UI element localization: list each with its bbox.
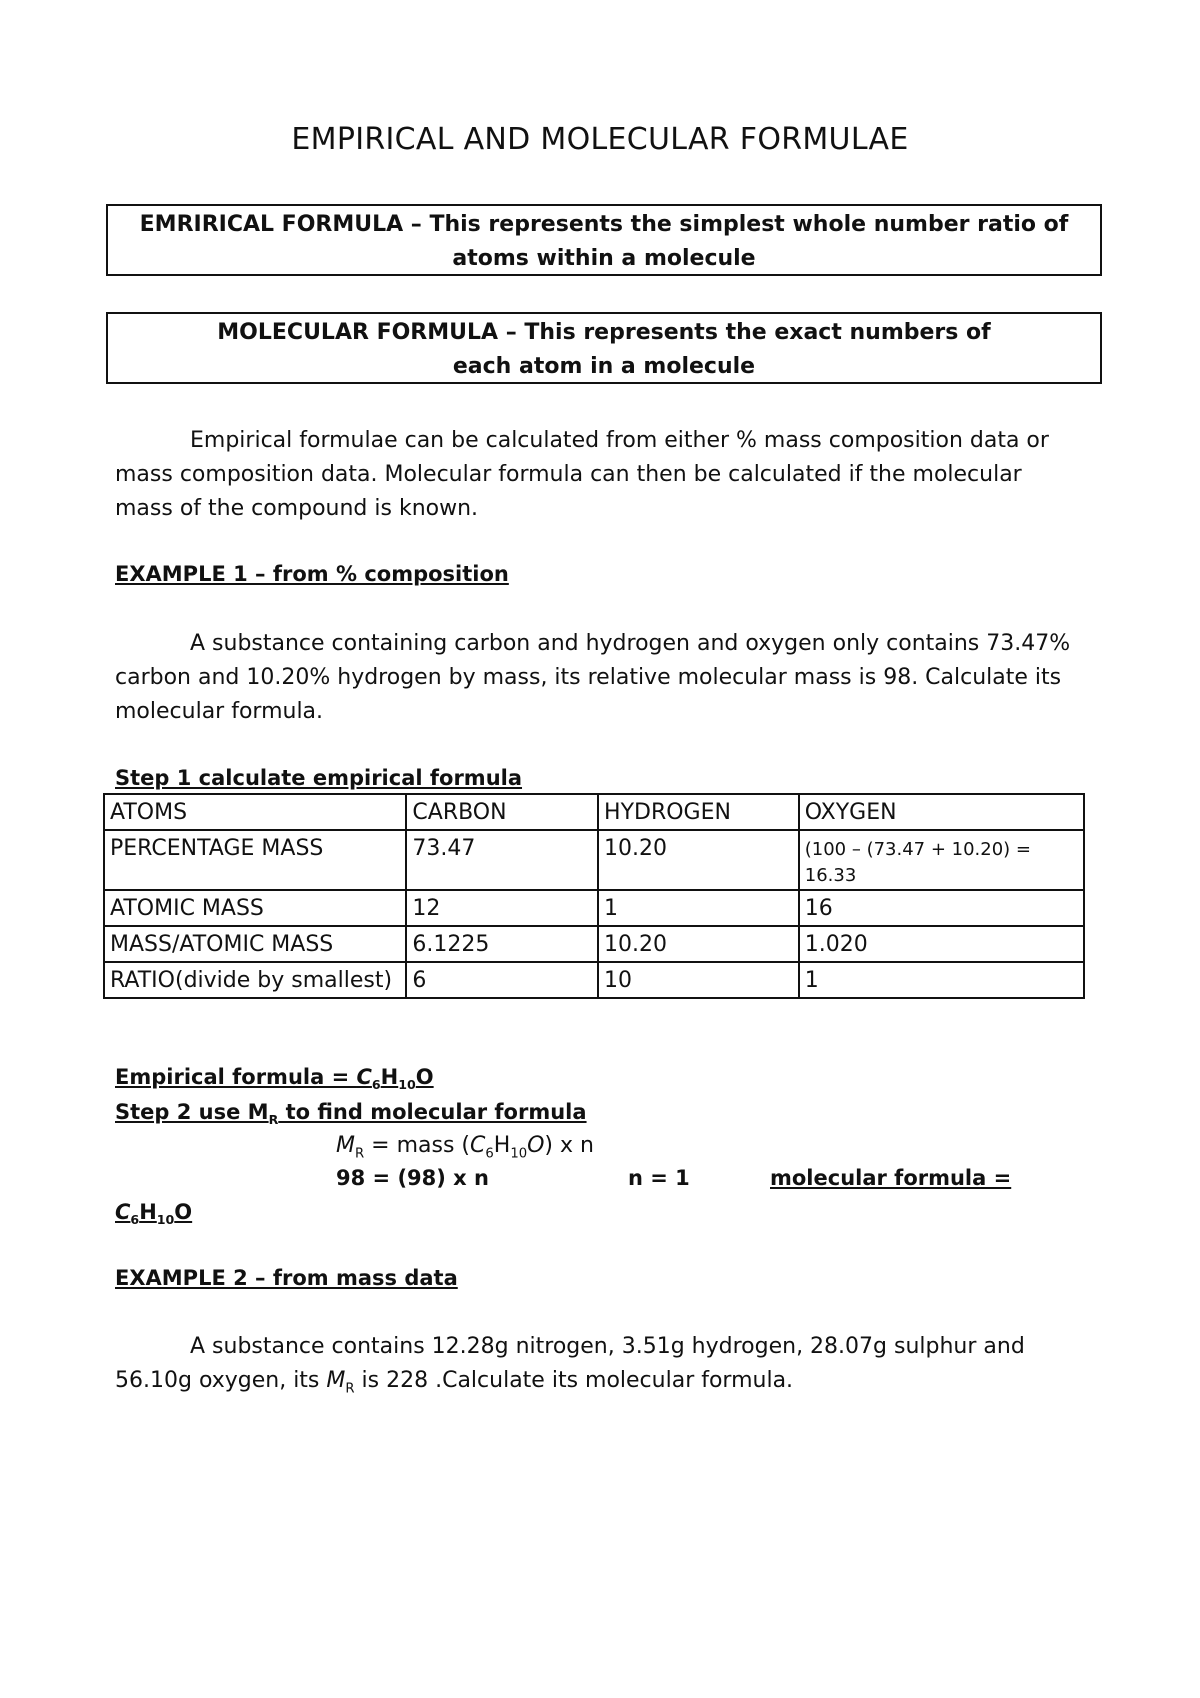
- table-cell: 73.47: [406, 830, 598, 890]
- mr-equation-mid: = mass (: [364, 1133, 470, 1158]
- example1-line1: A substance containing carbon and hydrogen and oxygen only contains 73.47%: [190, 631, 1071, 656]
- mr-sub: R: [345, 1381, 355, 1397]
- empirical-definition-line2: atoms within a molecule: [452, 246, 756, 271]
- table-cell: PERCENTAGE MASS: [104, 830, 406, 890]
- step2-prefix: Step 2 use M: [115, 1100, 269, 1124]
- mr-symbol: M: [336, 1133, 355, 1158]
- numeric-equation: 98 = (98) x n: [336, 1166, 489, 1190]
- formula-c-sub: 6: [485, 1146, 494, 1162]
- example2-heading: EXAMPLE 2 – from mass data: [115, 1266, 458, 1290]
- table-cell: 6.1225: [406, 926, 598, 962]
- intro-paragraph: [115, 424, 1075, 526]
- intro-line3: mass of the compound is known.: [115, 496, 479, 521]
- table-cell: 10.20: [598, 830, 799, 890]
- step2-suffix: to find molecular formula: [278, 1100, 587, 1124]
- table-header-row: [104, 794, 1084, 830]
- empirical-definition-box: [106, 204, 1102, 276]
- example2-line2-suffix: is 228 .Calculate its molecular formula.: [354, 1368, 794, 1393]
- empirical-calculation-table: [103, 793, 1085, 999]
- example2-paragraph: [115, 1330, 1075, 1406]
- table-cell: 1: [799, 962, 1084, 998]
- table-cell: RATIO(divide by smallest): [104, 962, 406, 998]
- molecular-definition-line2: each atom in a molecule: [452, 354, 756, 379]
- table-row: [104, 926, 1084, 962]
- table-cell: 1.020: [799, 926, 1084, 962]
- table-header-cell: CARBON: [406, 794, 598, 830]
- table-cell: (100 – (73.47 + 10.20) = 16.33: [799, 830, 1084, 890]
- formula-h-sub: 10: [510, 1146, 528, 1162]
- step1-heading: Step 1 calculate empirical formula: [115, 766, 523, 790]
- mr-equation: [336, 1133, 594, 1161]
- example2-line2: [115, 1364, 1075, 1406]
- molecular-formula-result: [115, 1200, 192, 1227]
- step2-heading: [115, 1100, 587, 1127]
- table-cell: 1: [598, 890, 799, 926]
- example1-line3: molecular formula.: [115, 699, 324, 724]
- molecular-definition-box: [106, 312, 1102, 384]
- table-cell: 6: [406, 962, 598, 998]
- step2-sub: R: [268, 1112, 279, 1128]
- formula-c: C: [356, 1065, 372, 1089]
- table-cell: ATOMIC MASS: [104, 890, 406, 926]
- table-cell: MASS/ATOMIC MASS: [104, 926, 406, 962]
- formula-o: O: [174, 1200, 193, 1224]
- intro-line1: Empirical formulae can be calculated from either % mass composition data or: [190, 428, 1049, 453]
- formula-h: H: [139, 1200, 157, 1224]
- intro-line2: mass composition data. Molecular formula can then be calculated if the molecular: [115, 462, 1022, 487]
- formula-h: H: [493, 1133, 511, 1158]
- formula-c-sub: 6: [371, 1077, 381, 1093]
- example1-heading: EXAMPLE 1 – from % composition: [115, 562, 509, 586]
- example1-paragraph: [115, 627, 1075, 729]
- empirical-definition-line1: EMRIRICAL FORMULA – This represents the simplest whole number ratio of: [139, 212, 1069, 237]
- mr-symbol: M: [326, 1368, 346, 1393]
- table-cell: 12: [406, 890, 598, 926]
- formula-h-sub: 10: [156, 1212, 175, 1228]
- table-cell: 16: [799, 890, 1084, 926]
- page-title: EMPIRICAL AND MOLECULAR FORMULAE: [291, 122, 909, 157]
- example2-line2-prefix: 56.10g oxygen, its: [115, 1368, 327, 1393]
- table-cell: 10.20: [598, 926, 799, 962]
- example2-line1: A substance contains 12.28g nitrogen, 3.51g hydrogen, 28.07g sulphur and: [190, 1334, 1025, 1359]
- formula-h: H: [380, 1065, 399, 1089]
- formula-o: O: [415, 1065, 434, 1089]
- molecular-formula-label: molecular formula =: [770, 1166, 1012, 1190]
- table-header-cell: HYDROGEN: [598, 794, 799, 830]
- table-row: [104, 830, 1084, 890]
- table-row: [104, 962, 1084, 998]
- formula-h-sub: 10: [398, 1077, 416, 1093]
- molecular-definition-line1: MOLECULAR FORMULA – This represents the exact numbers of: [217, 320, 991, 345]
- example1-line2: carbon and 10.20% hydrogen by mass, its relative molecular mass is 98. Calculate its: [115, 665, 1062, 690]
- formula-c-sub: 6: [130, 1212, 140, 1228]
- empirical-formula-result: [115, 1065, 434, 1092]
- formula-c: C: [115, 1200, 131, 1224]
- mr-equation-end: ) x n: [544, 1133, 594, 1158]
- mr-sub: R: [354, 1146, 365, 1162]
- n-value: n = 1: [628, 1166, 690, 1190]
- table-header-cell: ATOMS: [104, 794, 406, 830]
- table-cell: 10: [598, 962, 799, 998]
- table-header-cell: OXYGEN: [799, 794, 1084, 830]
- formula-o: O: [527, 1133, 545, 1158]
- formula-c: C: [470, 1133, 486, 1158]
- empirical-formula-label: Empirical formula =: [115, 1065, 357, 1089]
- table-row: [104, 890, 1084, 926]
